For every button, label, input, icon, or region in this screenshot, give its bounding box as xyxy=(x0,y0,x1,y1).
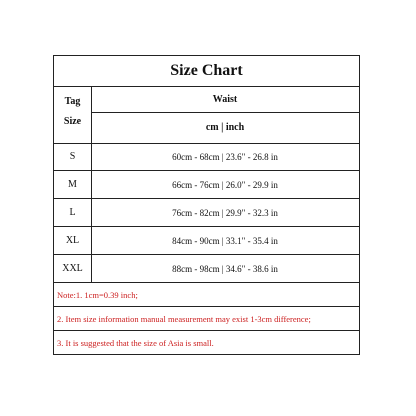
note-2: 2. Item size information manual measurement may exist 1-3cm difference; xyxy=(54,307,359,331)
waist-cell: 66cm - 76cm | 26.0" - 29.9 in xyxy=(172,179,278,190)
waist-cell: 60cm - 68cm | 23.6" - 26.8 in xyxy=(172,151,278,162)
size-cell: M xyxy=(54,171,92,198)
note-3: 3. It is suggested that the size of Asia is small. xyxy=(57,338,214,348)
size-cell: L xyxy=(54,199,92,226)
size-cell: S xyxy=(54,143,92,170)
size-rows xyxy=(54,143,359,283)
size-chart-table xyxy=(53,55,360,355)
tag-size-header xyxy=(54,86,92,143)
chart-title: Size Chart xyxy=(54,56,359,87)
unit-label: cm | inch xyxy=(205,122,245,133)
tag-label: Tag xyxy=(64,96,81,107)
waist-label: Waist xyxy=(91,86,359,113)
waist-cell: 88cm - 98cm | 34.6" - 38.6 in xyxy=(172,263,278,274)
table-row xyxy=(54,171,359,199)
table-row xyxy=(54,227,359,255)
table-header xyxy=(54,86,359,144)
table-row xyxy=(54,199,359,227)
size-cell: XL xyxy=(54,227,92,254)
waist-header xyxy=(91,86,359,143)
note-1: Note:1. 1cm=0.39 inch; xyxy=(54,283,359,307)
table-row xyxy=(54,143,359,171)
size-cell: XXL xyxy=(54,255,92,282)
size-label: Size xyxy=(63,116,82,127)
waist-cell: 76cm - 82cm | 29.9" - 32.3 in xyxy=(172,207,278,218)
table-row xyxy=(54,255,359,283)
waist-cell: 84cm - 90cm | 33.1" - 35.4 in xyxy=(172,235,278,246)
